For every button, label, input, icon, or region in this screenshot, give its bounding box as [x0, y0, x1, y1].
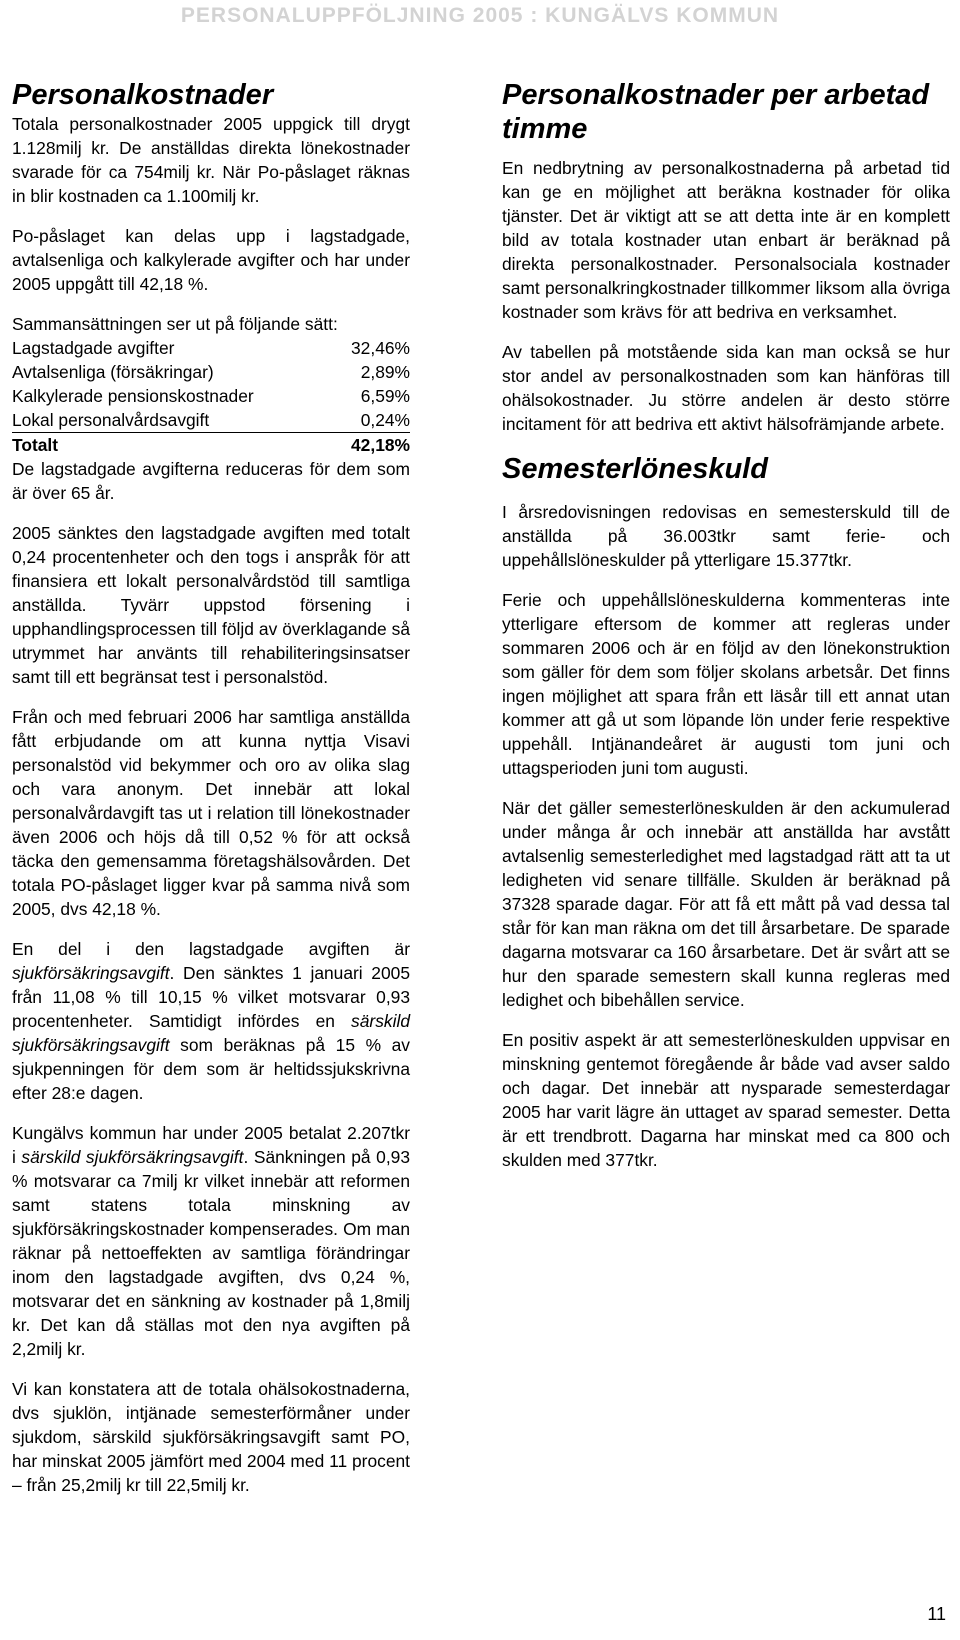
italic-term: sjukförsäkringsavgift: [12, 963, 170, 983]
section-heading-per-arbetad-timme: Personalkostnader per arbetad timme: [502, 79, 930, 145]
paragraph: Ferie och uppehållslöneskulderna kommenteras inte ytterligare eftersom de kommer att regleras under sommaren 2006 och är en följd av den lönekonstruktion som gäller för dem som följer skolans arbetsår. Det finns ingen möjlighet att spara från ett läsår till ett annat utan kommer att gå ut som löpande lön under ferie respektive uppehåll. Intjänandeåret är augusti tom juni och uttagsperioden juni tom augusti.: [502, 590, 950, 778]
paragraph: De lagstadgade avgifterna reduceras för dem som är över 65 år.: [12, 459, 410, 503]
paragraph: Po-påslaget kan delas upp i lagstadgade, avtalsenliga och kalkylerade avgifter och har under 2005 uppgått till 42,18 %.: [12, 226, 410, 294]
row-label: Avtalsenliga (försäkringar): [12, 362, 214, 382]
paragraph: Från och med februari 2006 har samtliga anställda fått erbjudande om att kunna nyttja Visavi personalstöd vid bekymmer och oro av olika slag och vara anonym. Det innebär att lokal personalvårdavgift tas ut i relation till lönekostnader även 2006 och höjs då till 0,52 % för att också täcka den gemensamma företagshälsovården. Det totala PO-påslaget ligger kvar på samma nivå som 2005, dvs 42,18 %.: [12, 707, 410, 919]
italic-term: särskild sjukförsäkringsavgift: [12, 1011, 410, 1055]
row-value: 32,46%: [351, 338, 410, 358]
text-run: . Sänkningen på 0,93 % motsvarar ca 7milj kr vilket innebär att reformen samt statens totala minskning av sjukförsäkringskostnader kompenserades. Om man räknar på nettoeffekten av samtliga förändringar inom den lagstadgade avgiften, dvs 0,24 %, motsvarar det en sänkning av kostnader på 1,8milj kr. Det kan då ställas mot den nya avgiften på 2,2milj kr.: [12, 1147, 410, 1359]
text-run: En del i den lagstadgade avgiften är: [12, 939, 410, 959]
paragraph: Av tabellen på motstående sida kan man också se hur stor andel av personalkostnaden som kan hänföras till ohälsokostnader. Ju större andelen är desto större incitament för att bedriva ett aktivt hälsofrämjande arbete.: [502, 342, 950, 434]
cost-breakdown-table: [12, 336, 410, 457]
paragraph: Vi kan konstatera att de totala ohälsokostnaderna, dvs sjuklön, intjänade semesterförmåner under sjukdom, särskild sjukförsäkringsavgift samt PO, har minskat 2005 jämfört med 2004 med 11 procent – från 25,2milj kr till 22,5milj kr.: [12, 1379, 410, 1495]
paragraph: En positiv aspekt är att semesterlöneskulden uppvisar en minskning gentemot föregående år både vad avser saldo och dagar. Det innebär att nysparade semesterdagar 2005 har varit lägre än uttaget av sparad semester. Detta är ett trendbrott. Dagarna har minskat med ca 800 och skulden med 377tkr.: [502, 1030, 950, 1170]
total-label: Totalt: [12, 435, 59, 455]
paragraph: 2005 sänktes den lagstadgade avgiften med totalt 0,24 procentenheter och den togs i anspråk för att finansiera ett lokalt personalvårdstöd till samtliga anställda. Tyvärr uppstod försening i upphandlingsprocessen till följd av överklagande så utrymmet har använts till rehabiliteringsinsatser samt till ett begränsat test i personalstöd.: [12, 523, 410, 687]
paragraph: När det gäller semesterlöneskulden är den ackumulerad under många år och innebär att anställda har avstått avtalsenlig semesterledighet med lagstadgad rätt att ta ut ledigheten vid senare tillfälle. Skulden är beräknad på 37328 sparade dagar. För att få ett mått på vad dessa tal står för kan man räkna om det till årsarbetare. De sparade dagarna motsvarar ca 160 årsarbetare. Det är svårt att se hur den sparade semestern skall kunna regleras med ledighet och bibehållen service.: [502, 798, 950, 1010]
paragraph: [12, 937, 410, 1105]
row-value: 6,59%: [360, 386, 410, 406]
paragraph: [12, 1121, 410, 1361]
row-label: Kalkylerade pensionskostnader: [12, 386, 254, 406]
table-total-row: [12, 433, 410, 458]
section-heading-personalkostnader: Personalkostnader: [12, 79, 274, 111]
table-row: [12, 384, 410, 408]
paragraph: I årsredovisningen redovisas en semesterskuld till de anställda på 36.003tkr samt ferie- och uppehållslöneskulder på ytterligare 15.377tkr.: [502, 502, 950, 570]
text-run: . Den sänktes 1 januari 2005 från 11,08 % till 10,15 % vilket motsvarar 0,93 procentenheter. Samtidigt infördes en: [12, 963, 410, 1031]
table-row: [12, 408, 410, 433]
page-number: 11: [927, 1604, 946, 1624]
row-value: 0,24%: [332, 408, 410, 433]
page-header: PERSONALUPPFÖLJNING 2005 : KUNGÄLVS KOMMUN: [180, 4, 780, 27]
row-label: Lokal personalvårdsavgift: [12, 408, 332, 433]
right-column: [502, 78, 950, 1188]
italic-term: särskild sjukförsäkringsavgift: [21, 1147, 244, 1167]
text-run: Kungälvs kommun har under 2005 betalat 2.207tkr i: [12, 1123, 410, 1167]
left-column: [12, 78, 410, 1513]
paragraph: Sammansättningen ser ut på följande sätt:: [12, 314, 338, 334]
table-row: [12, 336, 410, 360]
table-row: [12, 360, 410, 384]
paragraph: Totala personalkostnader 2005 uppgick till drygt 1.128milj kr. De anställdas direkta lönekostnader svarade för ca 754milj kr. När Po-påslaget räknas in blir kostnaden ca 1.100milj kr.: [12, 114, 410, 206]
total-value: 42,18%: [351, 435, 410, 455]
section-heading-semesterloneskuld: Semesterlöneskuld: [502, 453, 768, 485]
paragraph: En nedbrytning av personalkostnaderna på arbetad tid kan ge en möjlighet att beräkna kostnader för olika tjänster. Det är viktigt att se att detta inte är en komplett bild av totala kostnader utan enbart är beräknad på direkta personalkostnader. Personalsociala kostnader samt personalkringkostnader tillkommer liksom alla övriga kostnader som krävs för att bedriva en verksamhet.: [502, 158, 950, 322]
text-run: som beräknas på 15 % av sjukpenningen för dem som är heltidssjukskrivna efter 28:e dagen.: [12, 1035, 410, 1103]
row-value: 2,89%: [360, 362, 410, 382]
row-label: Lagstadgade avgifter: [12, 338, 175, 358]
